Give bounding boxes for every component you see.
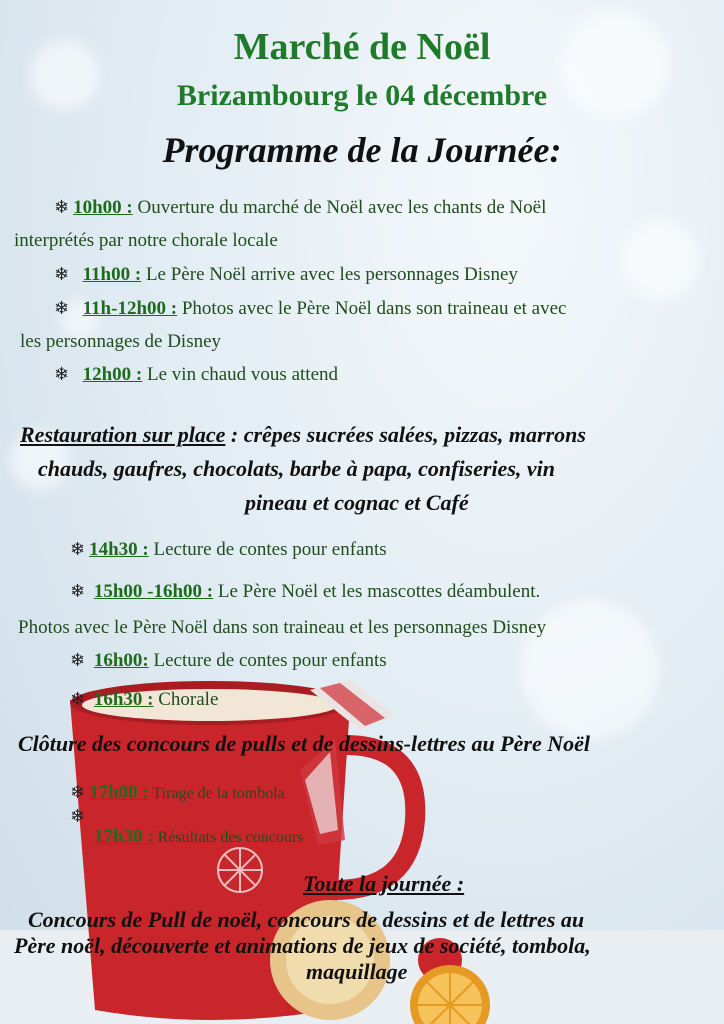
program-heading: Programme de la Journée: (162, 130, 562, 170)
schedule-time: 10h00 : (73, 197, 133, 218)
schedule-text: Photos avec le Père Noël dans son traineau et avec (177, 298, 567, 319)
snowflake-icon: ❄ (70, 650, 86, 671)
schedule-item (94, 826, 303, 849)
restauration-line-2: chauds, gaufres, chocolats, barbe à papa, confiseries, vin (38, 456, 555, 481)
schedule-time: 17h30 : (94, 826, 154, 847)
all-day-line-2: Père noël, découverte et animations de jeux de société, tombola, (14, 933, 591, 958)
schedule-time: 17h00 : (89, 782, 149, 803)
cloture-text: Clôture des concours de pulls et de dessins-lettres au Père Noël (18, 731, 590, 756)
restauration-label: Restauration sur place (20, 422, 226, 447)
schedule-item (70, 650, 387, 672)
snowflake-icon: ❄ (70, 539, 86, 560)
schedule-item (70, 689, 218, 711)
snowflake-icon: ❄ (70, 806, 86, 827)
schedule-time: 16h30 : (93, 689, 154, 710)
schedule-text: Lecture de contes pour enfants (148, 539, 387, 560)
snowflake-icon: ❄ (70, 689, 86, 710)
page-title: Marché de Noël (233, 26, 491, 68)
schedule-text: Le Père Noël arrive avec les personnages Disney (141, 264, 518, 285)
snowflake-icon: ❄ (70, 782, 86, 803)
page-subtitle: Brizambourg le 04 décembre (176, 79, 548, 112)
schedule-continuation: interprétés par notre chorale locale (14, 230, 278, 251)
snowflake-icon: ❄ (54, 264, 70, 285)
all-day-line-1: Concours de Pull de noël, concours de dessins et de lettres au (28, 907, 585, 932)
schedule-text: Chorale (153, 689, 219, 710)
restauration-text: : crêpes sucrées salées, pizzas, marrons (225, 422, 586, 447)
restauration-line-3: pineau et cognac et Café (245, 490, 469, 515)
schedule-text: Le Père Noël et les mascottes déambulent. (213, 581, 541, 602)
snowflake-icon: ❄ (54, 298, 70, 319)
schedule-text: Ouverture du marché de Noël avec les chants de Noël (132, 197, 547, 218)
schedule-text: Lecture de contes pour enfants (148, 650, 387, 671)
all-day-heading: Toute la journée : (303, 871, 465, 896)
snowflake-icon: ❄ (54, 197, 70, 218)
all-day-line-3: maquillage (306, 959, 408, 984)
schedule-time: 12h00 : (82, 364, 143, 385)
schedule-continuation: Photos avec le Père Noël dans son traineau et les personnages Disney (18, 617, 547, 638)
restauration-line (20, 419, 586, 451)
schedule-time: 11h00 : (82, 264, 142, 285)
schedule-text: Tirage de la tombola (148, 785, 285, 802)
schedule-time: 16h00: (93, 650, 149, 671)
schedule-text: Le vin chaud vous attend (142, 364, 339, 385)
schedule-item (70, 581, 540, 603)
snowflake-icon: ❄ (54, 364, 70, 385)
schedule-item (54, 197, 546, 219)
schedule-item (70, 782, 285, 805)
schedule-text: Résultats des concours (153, 829, 304, 846)
schedule-item (54, 298, 566, 320)
snowflake-bullet (70, 806, 89, 828)
schedule-time: 15h00 -16h00 : (93, 581, 214, 602)
schedule-continuation: les personnages de Disney (20, 331, 222, 352)
schedule-time: 11h-12h00 : (82, 298, 178, 319)
schedule-item (70, 539, 387, 561)
schedule-time: 14h30 : (89, 539, 149, 560)
schedule-item (54, 264, 518, 286)
snowflake-icon: ❄ (70, 581, 86, 602)
schedule-item (54, 364, 338, 386)
